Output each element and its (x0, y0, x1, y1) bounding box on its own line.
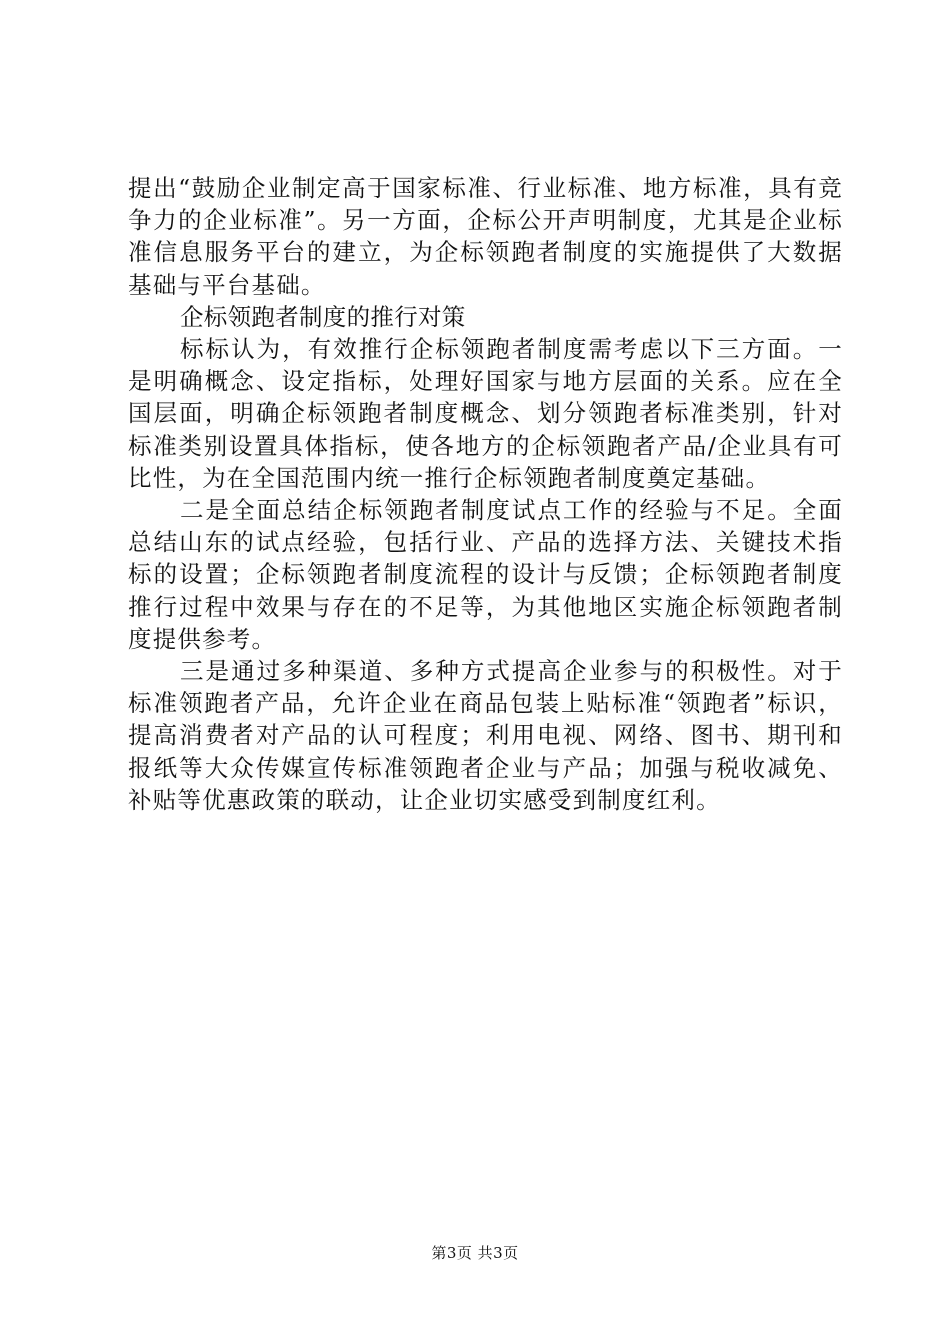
paragraph-strategy-one: 标标认为，有效推行企标领跑者制度需考虑以下三方面。一是明确概念、设定指标，处理好国家与地方层面的关系。应在全国层面，明确企标领跑者制度概念、划分领跑者标准类别，针对标准类别设置具体指标，使各地方的企标领跑者产品/企业具有可比性，为在全国范围内统一推行企标领跑者制度奠定基础。 (128, 335, 843, 492)
paragraph-continuation: 提出“鼓励企业制定高于国家标准、行业标准、地方标准，具有竞争力的企业标准”。另一方面，企标公开声明制度，尤其是企业标准信息服务平台的建立，为企标领跑者制度的实施提供了大数据基础与平台基础。 (128, 174, 843, 299)
paragraph-strategy-two: 二是全面总结企标领跑者制度试点工作的经验与不足。全面总结山东的试点经验，包括行业、产品的选择方法、关键技术指标的设置；企标领跑者制度流程的设计与反馈；企标领跑者制度推行过程中效果与存在的不足等，为其他地区实施企标领跑者制度提供参考。 (128, 496, 843, 653)
section-heading: 企标领跑者制度的推行对策 (180, 302, 466, 331)
page-number-footer: 第3页 共3页 (431, 1244, 519, 1262)
paragraph-strategy-three: 三是通过多种渠道、多种方式提高企业参与的积极性。对于标准领跑者产品，允许企业在商品包装上贴标准“领跑者”标识，提高消费者对产品的认可程度；利用电视、网络、图书、期刊和报纸等大众传媒宣传标准领跑者企业与产品；加强与税收减免、补贴等优惠政策的联动，让企业切实感受到制度红利。 (128, 657, 843, 814)
document-body (128, 172, 843, 816)
